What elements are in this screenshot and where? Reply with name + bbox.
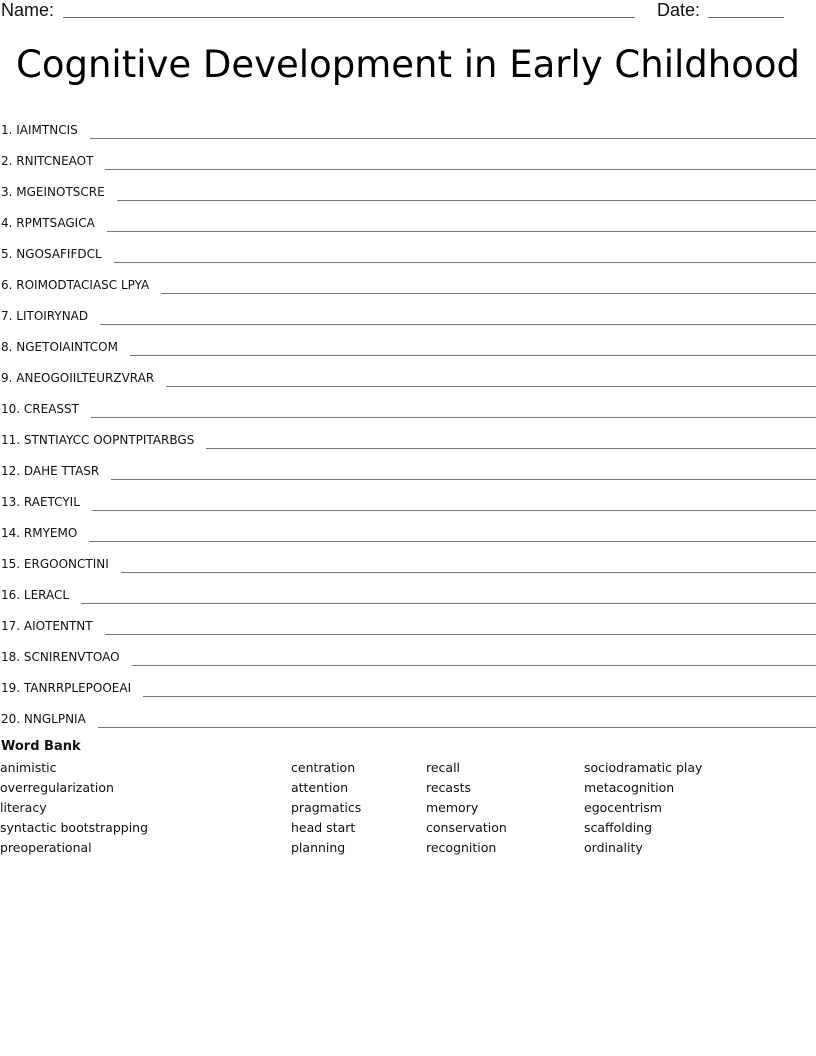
question-label: 1. IAIMTNCIS [1,123,78,137]
answer-line[interactable] [89,540,816,542]
word-bank-item: recall [426,760,461,775]
question-row [0,482,816,513]
question-row [0,544,816,575]
question-row [0,265,816,296]
word-bank-item: overregularization [0,780,114,795]
word-bank-item: pragmatics [291,800,362,815]
answer-line[interactable] [90,137,816,139]
question-row [0,358,816,389]
word-bank-item: planning [291,840,346,855]
word-bank-column-1 [0,760,148,860]
date-label: Date: [657,0,701,20]
question-label: 9. ANEOGOIILTEURZVRAR [1,371,155,385]
word-bank-item: recognition [426,840,497,855]
word-bank-item: attention [291,780,349,795]
question-row [0,296,816,327]
answer-line[interactable] [107,230,816,232]
word-bank-item: sociodramatic play [584,760,703,775]
question-label: 4. RPMTSAGICA [1,216,95,230]
question-label: 2. RNITCNEAOT [1,154,94,168]
question-row [0,637,816,668]
question-row [0,699,816,730]
question-label: 5. NGOSAFIFDCL [1,247,102,261]
answer-line[interactable] [206,447,816,449]
answer-line[interactable] [166,385,816,387]
word-bank-item: conservation [426,820,507,835]
question-row [0,234,816,265]
word-bank-column-2 [291,760,361,860]
question-label: 18. SCNIRENVTOAO [1,650,120,664]
word-bank-item: syntactic bootstrapping [0,820,149,835]
question-row [0,668,816,699]
word-bank-item: preoperational [0,840,92,855]
answer-line[interactable] [130,354,816,356]
question-row [0,172,816,203]
word-bank-item: scaffolding [584,820,653,835]
word-bank-item: egocentrism [584,800,662,815]
word-bank-item: animistic [0,760,57,775]
question-label: 3. MGEINOTSCRE [1,185,105,199]
name-blank-line[interactable] [63,17,635,18]
answer-line[interactable] [117,199,816,201]
header-row [0,0,816,24]
word-bank-item: literacy [0,800,47,815]
word-bank-item: centration [291,760,356,775]
answer-line[interactable] [111,478,816,480]
answer-line[interactable] [105,633,816,635]
answer-line[interactable] [105,168,816,170]
answer-line[interactable] [143,695,816,697]
answer-line[interactable] [100,323,816,325]
word-bank-item: head start [291,820,356,835]
question-row [0,110,816,141]
answer-line[interactable] [114,261,816,263]
word-bank-title: Word Bank [1,739,81,754]
answer-line[interactable] [98,726,816,728]
question-row [0,513,816,544]
word-bank-item: recasts [426,780,472,795]
answer-line[interactable] [91,416,816,418]
name-label: Name: [1,0,55,20]
question-label: 13. RAETCYIL [1,495,80,509]
question-label: 15. ERGOONCTINI [1,557,109,571]
word-bank-column-3 [426,760,507,860]
question-list [0,110,816,730]
question-row [0,141,816,172]
question-label: 16. LERACL [1,588,70,602]
question-label: 20. NNGLPNIA [1,712,86,726]
answer-line[interactable] [132,664,816,666]
page-title: Cognitive Development in Early Childhood [16,43,800,86]
date-blank-line[interactable] [708,17,784,18]
question-label: 19. TANRRPLEPOOEAI [1,681,132,695]
question-label: 11. STNTIAYCC OOPNTPITARBGS [1,433,195,447]
question-label: 6. ROIMODTACIASC LPYA [1,278,150,292]
word-bank-item: ordinality [584,840,643,855]
question-row [0,420,816,451]
question-row [0,389,816,420]
question-row [0,606,816,637]
question-row [0,327,816,358]
answer-line[interactable] [161,292,816,294]
question-label: 7. LITOIRYNAD [1,309,89,323]
question-label: 17. AIOTENTNT [1,619,93,633]
question-label: 14. RMYEMO [1,526,78,540]
question-row [0,575,816,606]
question-row [0,203,816,234]
answer-line[interactable] [81,602,816,604]
answer-line[interactable] [121,571,816,573]
word-bank-item: memory [426,800,479,815]
word-bank-column-4 [584,760,702,860]
question-label: 12. DAHE TTASR [1,464,100,478]
question-label: 8. NGETOIAINTCOM [1,340,118,354]
word-bank-item: metacognition [584,780,675,795]
question-label: 10. CREASST [1,402,79,416]
question-row [0,451,816,482]
answer-line[interactable] [92,509,816,511]
